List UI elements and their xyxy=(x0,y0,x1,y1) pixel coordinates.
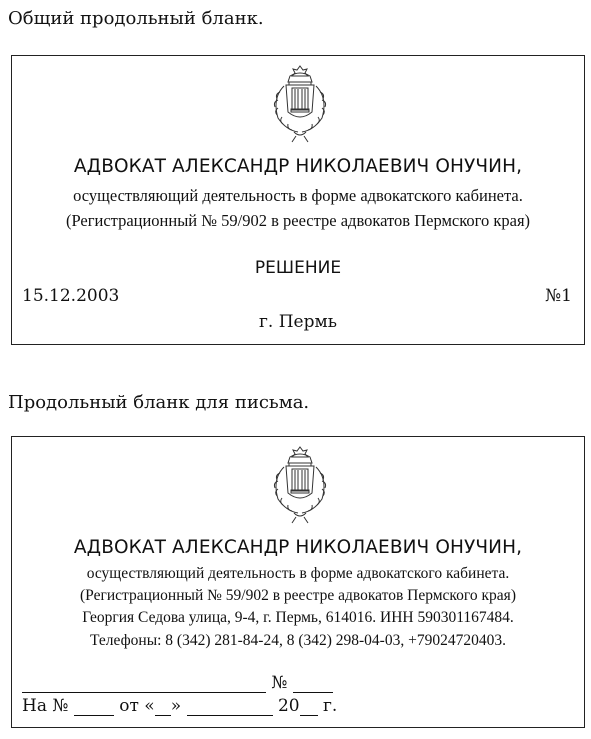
ref-year-field[interactable] xyxy=(300,697,318,716)
outgoing-number-row xyxy=(22,673,333,693)
registration-info: (Регистрационный № 59/902 в реестре адвокатов Пермского края) xyxy=(65,211,531,230)
practice-form: осуществляющий деятельность в форме адвокатского кабинета. xyxy=(73,186,523,205)
outgoing-date-field[interactable] xyxy=(22,674,266,693)
document-type: РЕШЕНИЕ xyxy=(254,258,342,278)
ref-number-field[interactable] xyxy=(74,697,114,716)
attorney-name: АДВОКАТ АЛЕКСАНДР НИКОЛАЕВИЧ ОНУЧИН, xyxy=(73,537,523,558)
letter-blank-form xyxy=(11,436,585,728)
number-sign: № xyxy=(271,673,288,693)
ref-year-prefix: 20 xyxy=(277,696,300,716)
document-number: №1 xyxy=(545,286,572,306)
ref-quote-close: » xyxy=(170,696,182,716)
document-date: 15.12.2003 xyxy=(22,286,120,306)
phones-info: Телефоны: 8 (342) 281-84-24, 8 (342) 298-04-03, +79024720403. xyxy=(90,632,506,649)
heading-letter-blank: Продольный бланк для письма. xyxy=(8,392,310,413)
ref-year-suffix: г. xyxy=(322,696,338,716)
ref-prefix: На № xyxy=(22,696,69,716)
address-info: Георгия Седова улица, 9-4, г. Пермь, 614016. ИНН 590301167484. xyxy=(82,609,514,626)
outgoing-number-field[interactable] xyxy=(293,674,333,693)
practice-form: осуществляющий деятельность в форме адвокатского кабинета. xyxy=(86,565,510,582)
ref-from-label: от « xyxy=(119,696,155,716)
coat-of-arms-icon xyxy=(260,62,340,144)
city: г. Пермь xyxy=(259,312,337,332)
attorney-name: АДВОКАТ АЛЕКСАНДР НИКОЛАЕВИЧ ОНУЧИН, xyxy=(73,156,523,177)
ref-day-field[interactable] xyxy=(155,697,171,716)
registration-info: (Регистрационный № 59/902 в реестре адвокатов Пермского края) xyxy=(80,587,516,604)
general-blank-form xyxy=(11,55,585,345)
heading-general-blank: Общий продольный бланк. xyxy=(8,8,264,29)
coat-of-arms-icon xyxy=(260,443,340,525)
ref-month-field[interactable] xyxy=(187,697,273,716)
reference-row xyxy=(22,696,337,716)
